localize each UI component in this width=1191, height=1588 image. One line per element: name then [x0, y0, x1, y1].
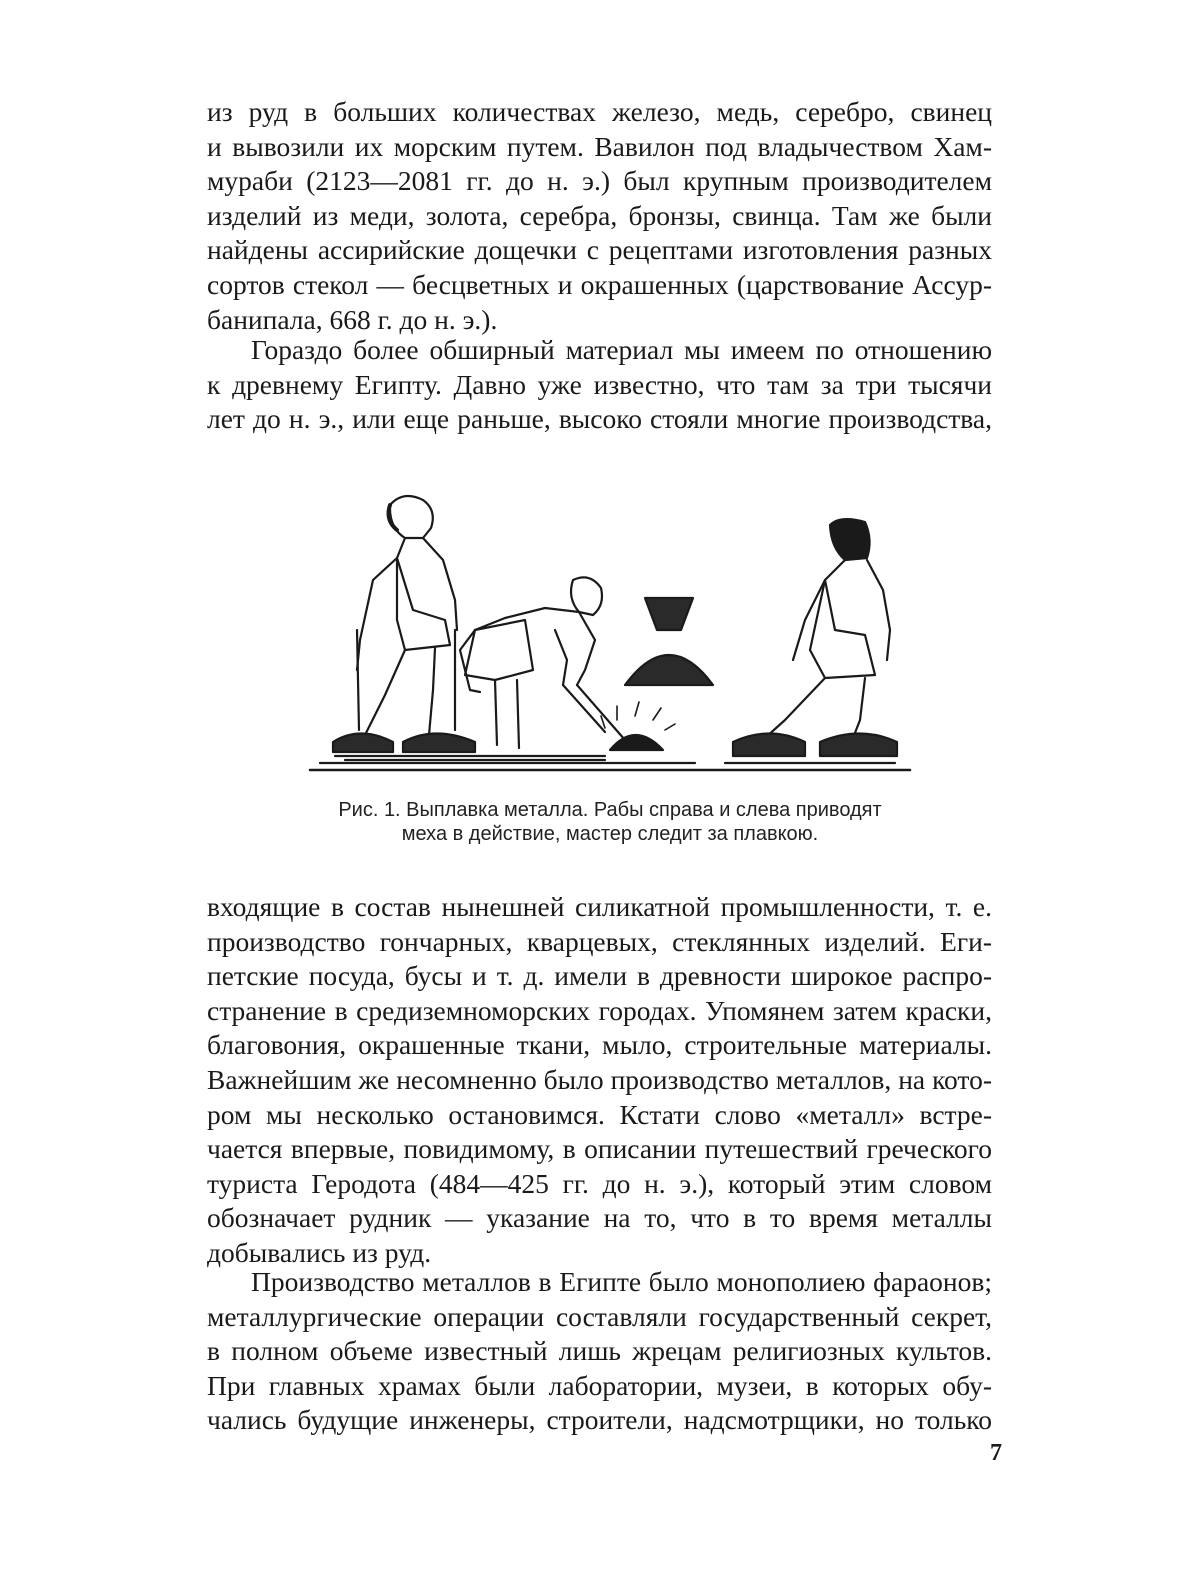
text-line: металлургические операции составляли государственный секрет,	[207, 1300, 992, 1332]
figure-caption	[290, 798, 930, 846]
text-line: мураби (2123—2081 гг. до н. э.) был крупным производителем	[207, 165, 992, 197]
paragraph-3	[207, 890, 992, 1271]
caption-line: Рис. 1. Выплавка металла. Рабы справа и слева приводят	[338, 799, 882, 821]
text-line: входящие в состав нынешней силикатной промышленности, т. е.	[207, 891, 992, 922]
text-line: добывались из руд.	[207, 1236, 432, 1268]
text-line: обозначает рудник — указание на то, что в то время металлы	[207, 1202, 992, 1234]
text-line: странение в средиземноморских городах. Упомянем затем краски,	[207, 994, 992, 1026]
paragraph-1	[207, 95, 992, 337]
text-line: петские посуда, бусы и т. д. имели в древности широкое распро-	[207, 960, 992, 992]
text-line: При главных храмах были лаборатории, музеи, в которых обу-	[207, 1369, 992, 1401]
text-line: чались будущие инженеры, строители, надсмотрщики, но только	[207, 1404, 992, 1436]
text-line: чается впервые, повидимому, в описании путешествий греческого	[207, 1133, 992, 1165]
text-line: лет до н. э., или еще раньше, высоко стояли многие производства,	[207, 403, 992, 435]
text-line: из руд в больших количествах железо, медь, серебро, свинец	[207, 96, 992, 127]
text-line: Производство металлов в Египте было монополиею фараонов;	[251, 1266, 992, 1297]
smelting-illustration	[305, 480, 917, 780]
text-line: изделий из меди, золота, серебра, бронзы, свинца. Там же были	[207, 199, 992, 231]
text-line: производство гончарных, кварцевых, стеклянных изделий. Еги-	[207, 925, 992, 957]
page-number: 7	[990, 1440, 1002, 1466]
text-line: сортов стекол — бесцветных и окрашенных (царствование Ассур-	[207, 268, 992, 300]
text-line: к древнему Египту. Давно уже известно, что там за три тысячи	[207, 368, 992, 400]
figure-metal-smelting	[305, 480, 917, 780]
text-line: банипала, 668 г. до н. э.).	[207, 303, 498, 335]
text-line: туриста Геродота (484—425 гг. до н. э.), который этим словом	[207, 1167, 992, 1199]
text-line: благовония, окрашенные ткани, мыло, строительные материалы.	[207, 1029, 992, 1061]
text-line: ром мы несколько остановимся. Кстати слово «металл» встре-	[207, 1098, 992, 1130]
paragraph-2	[207, 333, 992, 437]
text-line: Важнейшим же несомненно было производство металлов, на кото-	[207, 1063, 992, 1095]
caption-line: меха в действие, мастер следит за плавкою.	[401, 823, 819, 845]
paragraph-4	[207, 1265, 992, 1438]
text-line: в полном объеме известный лишь жрецам религиозных культов.	[207, 1335, 992, 1367]
text-line: и вывозили их морским путем. Вавилон под владычеством Хам-	[207, 130, 992, 162]
text-line: найдены ассирийские дощечки с рецептами изготовления разных	[207, 234, 992, 266]
text-line: Гораздо более обширный материал мы имеем по отношению	[251, 334, 992, 365]
